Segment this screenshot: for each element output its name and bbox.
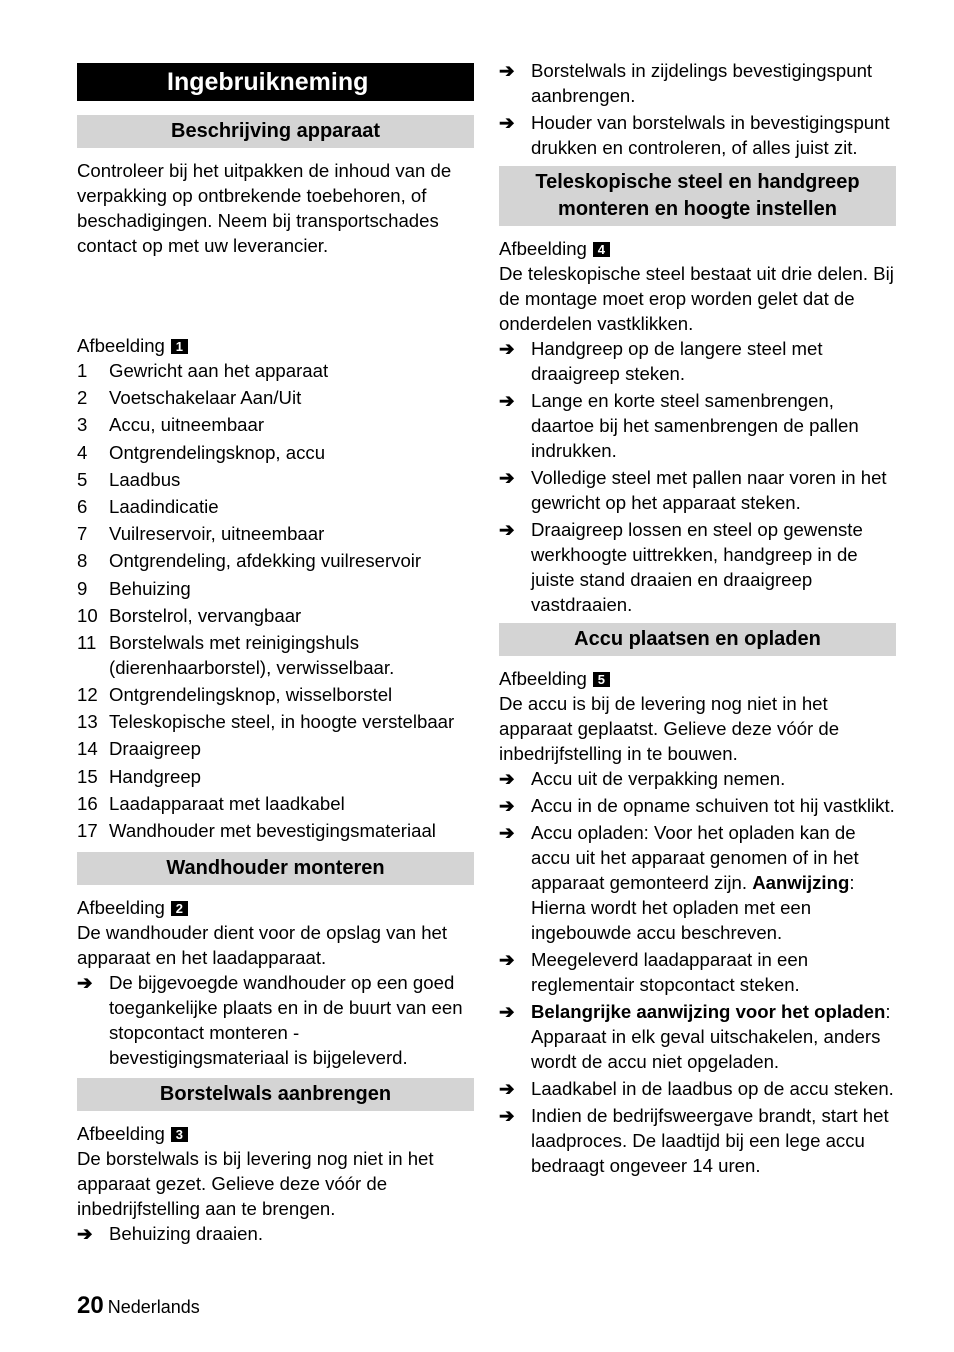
item-number: 3 <box>77 414 88 436</box>
list-item <box>77 521 474 546</box>
arrow-icon: ➔ <box>499 112 515 133</box>
item-number: 8 <box>77 550 88 572</box>
item-text: Ontgrendelingsknop, wisselborstel <box>109 684 393 706</box>
list-item <box>77 467 474 492</box>
item-text: Voetschakelaar Aan/Uit <box>109 387 302 409</box>
arrow-icon: ➔ <box>499 768 515 789</box>
item-text: Laadindicatie <box>109 495 219 517</box>
item-text: Wandhouder met bevestigingsmateriaal <box>109 820 436 841</box>
figure-reference-2 <box>77 895 474 920</box>
arrow-icon: ➔ <box>499 949 515 970</box>
list-item <box>499 465 896 515</box>
arrow-icon: ➔ <box>499 795 515 816</box>
item-number: 2 <box>77 387 88 409</box>
step-text: Meegeleverd laadapparaat in een reglementair stopcontact steken. <box>531 949 809 995</box>
item-text: Gewricht aan het apparaat <box>109 360 329 381</box>
battery-paragraph: De accu is bij de levering nog niet in het apparaat geplaatst. Gelieve deze vóór de inbedrijfstelling in te bouwen. <box>499 693 840 764</box>
item-text: Ontgrendeling, afdekking vuilreservoir <box>109 550 422 572</box>
list-item <box>499 1103 896 1178</box>
list-item <box>77 630 474 680</box>
figure-number-badge: 5 <box>593 672 610 687</box>
chapter-title: Ingebruikneming <box>77 63 474 101</box>
arrow-icon: ➔ <box>499 1105 515 1126</box>
telescopic-paragraph: De teleskopische steel bestaat uit drie delen. Bij de montage moet erop worden gelet dat de onderdelen vastklikken. <box>499 263 894 334</box>
section-heading-wall-holder: Wandhouder monteren <box>77 852 474 885</box>
figure-label: Afbeelding <box>77 1123 165 1144</box>
list-item <box>77 385 474 410</box>
item-number: 15 <box>77 765 98 787</box>
figure-number-badge: 1 <box>171 339 188 354</box>
item-number: 10 <box>77 604 98 626</box>
item-number: 7 <box>77 523 88 545</box>
list-item <box>499 999 896 1074</box>
battery-steps <box>499 766 896 1178</box>
item-text: Draaigreep <box>109 738 201 760</box>
list-item <box>77 358 474 383</box>
item-text: Behuizing <box>109 577 191 599</box>
important-note-label: Belangrijke aanwijzing voor het opladen <box>531 1001 886 1022</box>
list-item <box>77 440 474 465</box>
step-text: : Hierna wordt het opladen met een ingebouwde accu beschreven. <box>531 872 855 943</box>
arrow-icon: ➔ <box>499 1078 515 1099</box>
list-item <box>499 766 896 791</box>
figure-reference-4 <box>499 236 896 261</box>
step-text: Lange en korte steel samenbrengen, daartoe bij het samenbrengen de pallen indrukken. <box>531 390 859 461</box>
list-item <box>499 820 896 945</box>
list-item <box>499 388 896 463</box>
figure-reference-3 <box>77 1121 474 1146</box>
figure-number-badge: 2 <box>171 901 188 916</box>
description-paragraph: Controleer bij het uitpakken de inhoud van de verpakking op ontbrekende toebehoren, of beschadigingen. Neem bij transportschades contact op met uw leverancier. <box>77 160 452 256</box>
list-item <box>77 736 474 761</box>
list-item <box>499 793 896 818</box>
note-label: Aanwijzing <box>752 872 850 893</box>
item-text: Laadbus <box>109 468 181 490</box>
figure-label: Afbeelding <box>77 335 165 356</box>
item-number: 16 <box>77 792 98 814</box>
item-number: 9 <box>77 577 88 599</box>
parts-list <box>77 358 474 843</box>
section-heading-brush-roller: Borstelwals aanbrengen <box>77 1078 474 1111</box>
arrow-icon: ➔ <box>77 1223 93 1244</box>
wall-holder-paragraph: De wandhouder dient voor de opslag van het apparaat en het laadapparaat. <box>77 922 448 968</box>
figure-number-badge: 4 <box>593 242 610 257</box>
step-text: : Apparaat in elk geval uitschakelen, anders wordt de accu niet opgeladen. <box>531 1001 891 1072</box>
arrow-icon: ➔ <box>499 467 515 488</box>
step-text: Borstelwals in zijdelings bevestigingspunt aanbrengen. <box>531 60 873 106</box>
arrow-icon: ➔ <box>499 1001 515 1022</box>
list-item <box>77 682 474 707</box>
heading-line: Teleskopische steel en handgreep <box>535 171 860 193</box>
step-text: Volledige steel met pallen naar voren in het gewricht op het apparaat steken. <box>531 467 887 513</box>
list-item <box>77 791 474 816</box>
item-text: Handgreep <box>109 765 202 787</box>
step-text: Accu opladen: Voor het opladen kan de accu uit het apparaat genomen of in het apparaat gemonteerd zijn. <box>531 822 859 893</box>
figure-reference-5 <box>499 666 896 691</box>
brush-roller-paragraph: De borstelwals is bij levering nog niet in het apparaat gezet. Gelieve deze vóór de inbedrijfstelling aan te brengen. <box>77 1148 434 1219</box>
step-text: De bijgevoegde wandhouder op een goed toegankelijke plaats en in de buurt van een stopcontact monteren - bevestigingsmateriaal is bijgeleverd. <box>109 972 463 1068</box>
item-text: Borstelwals met reinigingshuls (dierenhaarborstel), verwisselbaar. <box>109 631 395 678</box>
list-item <box>77 603 474 628</box>
step-text: Draaigreep lossen en steel op gewenste werkhoogte uittrekken, handgreep in de juiste stand draaien en draaigreep vastdraaien. <box>531 519 863 615</box>
list-item <box>499 58 896 108</box>
list-item <box>77 1221 474 1246</box>
section-heading-telescopic-handle <box>499 166 896 226</box>
arrow-icon: ➔ <box>499 519 515 540</box>
list-item <box>77 709 474 734</box>
section-heading-battery: Accu plaatsen en opladen <box>499 623 896 656</box>
arrow-icon: ➔ <box>499 338 515 359</box>
figure-label: Afbeelding <box>499 668 587 689</box>
arrow-icon: ➔ <box>499 390 515 411</box>
wall-holder-steps <box>77 970 474 1070</box>
list-item <box>499 1076 896 1101</box>
step-text: Accu in de opname schuiven tot hij vastklikt. <box>531 795 895 816</box>
step-text: Houder van borstelwals in bevestigingspunt drukken en controleren, of alles juist zit. <box>531 112 890 158</box>
figure-reference-1 <box>77 333 474 358</box>
list-item <box>499 336 896 386</box>
list-item <box>77 494 474 519</box>
item-text: Borstelrol, vervangbaar <box>109 604 302 626</box>
arrow-icon: ➔ <box>499 60 515 81</box>
step-text: Handgreep op de langere steel met draaigreep steken. <box>531 338 823 384</box>
figure-number-badge: 3 <box>171 1127 188 1142</box>
item-number: 5 <box>77 468 88 490</box>
list-item <box>499 947 896 997</box>
item-number: 4 <box>77 441 88 463</box>
list-item <box>77 818 474 843</box>
section-heading-description: Beschrijving apparaat <box>77 115 474 148</box>
list-item <box>77 412 474 437</box>
arrow-icon: ➔ <box>499 822 515 843</box>
page-number: 20 <box>77 1292 104 1319</box>
step-text: Indien de bedrijfsweergave brandt, start het laadproces. De laadtijd bij een lege accu bedraagt ongeveer 14 uren. <box>531 1105 889 1176</box>
footer-language: Nederlands <box>107 1297 200 1317</box>
list-item <box>499 517 896 617</box>
step-text: Laadkabel in de laadbus op de accu steken. <box>531 1078 894 1099</box>
item-number: 17 <box>77 820 98 841</box>
item-number: 1 <box>77 360 88 381</box>
left-column <box>77 63 474 1248</box>
item-number: 12 <box>77 684 98 706</box>
item-text: Ontgrendelingsknop, accu <box>109 441 326 463</box>
figure-label: Afbeelding <box>77 897 165 918</box>
telescopic-steps <box>499 336 896 617</box>
item-text: Laadapparaat met laadkabel <box>109 792 345 814</box>
heading-line: monteren en hoogte instellen <box>558 198 837 220</box>
brush-roller-steps-left <box>77 1221 474 1246</box>
item-number: 11 <box>77 631 97 653</box>
step-text: Accu uit de verpakking nemen. <box>531 768 786 789</box>
list-item <box>499 110 896 160</box>
item-text: Accu, uitneembaar <box>109 414 265 436</box>
arrow-icon: ➔ <box>77 972 93 993</box>
item-number: 14 <box>77 738 98 760</box>
right-column <box>499 58 896 1180</box>
list-item <box>77 576 474 601</box>
item-text: Vuilreservoir, uitneembaar <box>109 523 325 545</box>
list-item <box>77 970 474 1070</box>
item-number: 6 <box>77 495 88 517</box>
item-number: 13 <box>77 711 98 733</box>
page-footer <box>77 1292 200 1320</box>
step-text: Behuizing draaien. <box>109 1223 264 1244</box>
list-item <box>77 548 474 573</box>
brush-roller-steps-right <box>499 58 896 160</box>
item-text: Teleskopische steel, in hoogte verstelbaar <box>109 711 455 733</box>
list-item <box>77 764 474 789</box>
figure-label: Afbeelding <box>499 238 587 259</box>
